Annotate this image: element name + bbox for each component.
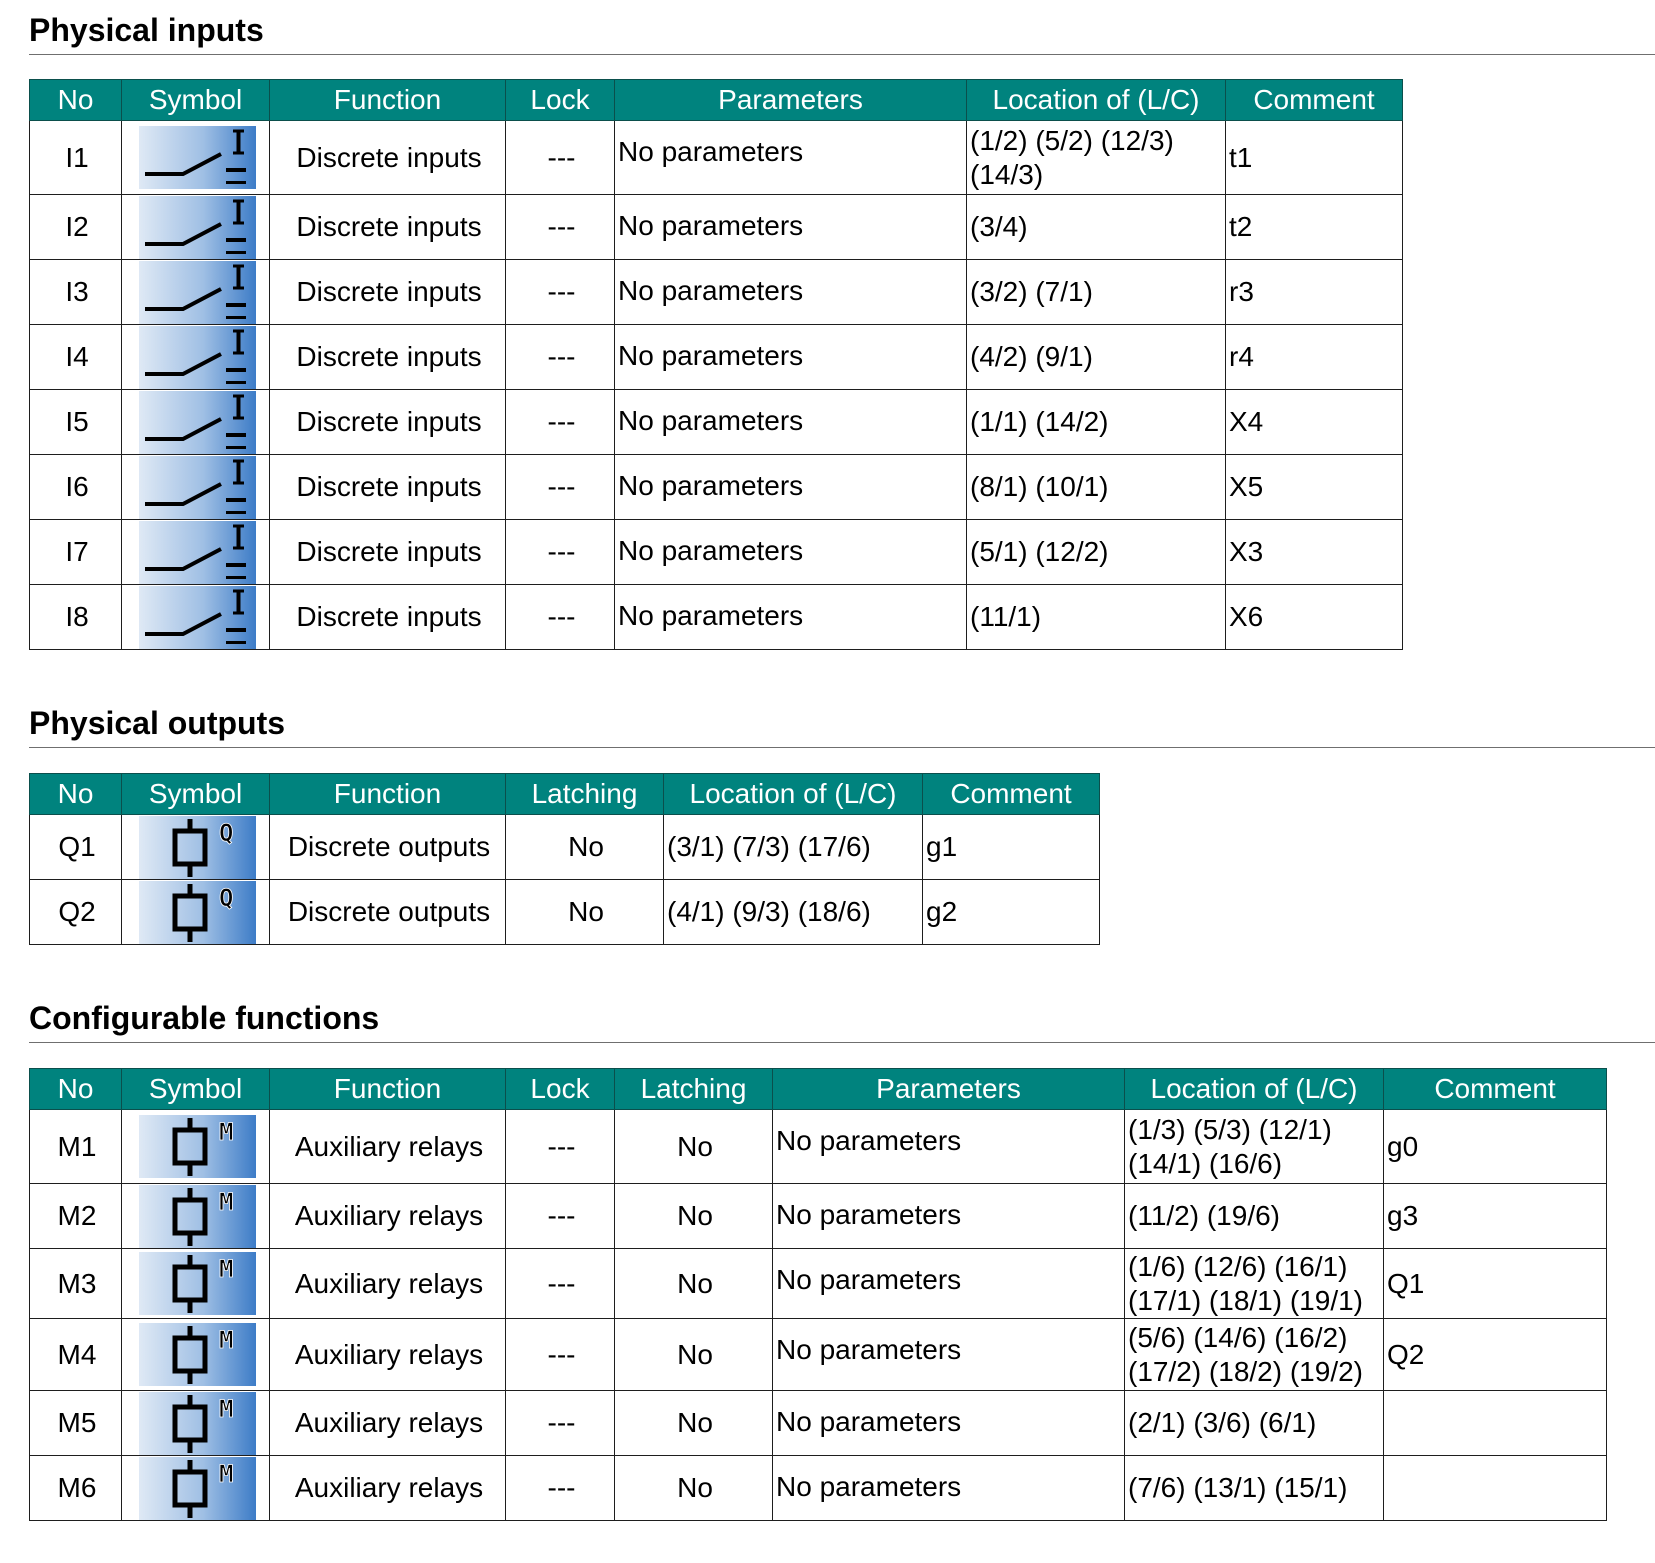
cell-location [967,585,1226,650]
cell-location [664,815,923,880]
cell-symbol [122,520,270,585]
functions-header-row [30,1069,1607,1110]
cell-lock: --- [506,585,615,650]
discrete-input-icon [139,326,256,389]
cell-comment: g1 [923,815,1100,880]
table-row [30,260,1403,325]
table-row [30,121,1403,195]
cell-comment: g0 [1384,1110,1607,1184]
discrete-input-icon [139,261,256,324]
header-location: Location of (L/C) [1125,1069,1384,1110]
location-line: (17/2) (18/2) (19/2) [1128,1355,1363,1387]
cell-lock: --- [506,1319,615,1391]
header-no: No [30,1069,122,1110]
cell-no: Q2 [30,880,122,945]
cell-symbol [122,390,270,455]
location-line: (8/1) (10/1) [970,471,1109,502]
location-line: (5/6) (14/6) (16/2) [1128,1321,1348,1353]
cell-parameters: No parameters [615,455,967,520]
location-line: (3/2) (7/1) [970,276,1093,307]
table-row [30,1391,1607,1456]
cell-lock: --- [506,260,615,325]
cell-parameters: No parameters [773,1110,1125,1184]
location-line: (11/1) [970,601,1042,632]
cell-no: I4 [30,325,122,390]
cell-symbol [122,815,270,880]
symbol-letter: M [218,1118,233,1146]
discrete-input-icon [139,586,256,649]
cell-no: M3 [30,1249,122,1319]
cell-no: M4 [30,1319,122,1391]
cell-parameters: No parameters [773,1391,1125,1456]
section-title-functions: Configurable functions [29,994,1655,1043]
discrete-output-coil-icon [139,816,256,879]
cell-comment: X3 [1226,520,1403,585]
cell-symbol [122,1184,270,1249]
cell-comment: r3 [1226,260,1403,325]
auxiliary-relay-coil-icon [139,1252,256,1315]
discrete-output-coil-icon [139,881,256,944]
symbol-letter: M [218,1459,233,1488]
header-latching: Latching [615,1069,773,1110]
cell-symbol [122,1456,270,1521]
cell-no: I5 [30,390,122,455]
cell-location [967,260,1226,325]
inputs-header-row [30,80,1403,121]
cell-comment: X6 [1226,585,1403,650]
cell-comment: X5 [1226,455,1403,520]
cell-symbol [122,455,270,520]
cell-function: Discrete inputs [270,585,506,650]
location-line: (3/1) (7/3) (17/6) [667,831,871,862]
cell-location [1125,1391,1384,1456]
cell-function: Discrete inputs [270,390,506,455]
section-physical-inputs [29,6,1655,632]
cell-location [1125,1249,1384,1319]
cell-function: Auxiliary relays [270,1391,506,1456]
cell-location [1125,1110,1384,1184]
location-line: (14/1) (16/6) [1128,1147,1283,1179]
discrete-input-icon [139,196,256,259]
table-row [30,880,1100,945]
cell-symbol [122,1319,270,1391]
discrete-input-icon [139,126,256,189]
cell-parameters: No parameters [615,585,967,650]
cell-parameters: No parameters [615,520,967,585]
cell-lock: --- [506,455,615,520]
cell-no: I7 [30,520,122,585]
cell-latching: No [615,1319,773,1391]
cell-lock: --- [506,1249,615,1319]
cell-comment [1384,1456,1607,1521]
cell-parameters: No parameters [773,1319,1125,1391]
cell-lock: --- [506,121,615,195]
cell-function: Discrete inputs [270,260,506,325]
cell-comment: Q2 [1384,1319,1607,1391]
location-line: (3/4) [970,211,1028,242]
cell-lock: --- [506,390,615,455]
header-function: Function [270,1069,506,1110]
header-parameters: Parameters [773,1069,1125,1110]
cell-latching: No [506,815,664,880]
cell-symbol [122,585,270,650]
cell-lock: --- [506,520,615,585]
auxiliary-relay-coil-icon [139,1457,256,1520]
cell-location [664,880,923,945]
location-line: (1/3) (5/3) (12/1) [1128,1113,1332,1145]
header-latching: Latching [506,774,664,815]
location-line: (2/1) (3/6) (6/1) [1128,1407,1317,1438]
cell-location [967,195,1226,260]
cell-function: Discrete inputs [270,520,506,585]
cell-parameters: No parameters [773,1184,1125,1249]
cell-comment: X4 [1226,390,1403,455]
table-row [30,1249,1607,1319]
table-row [30,1110,1607,1184]
section-title-outputs: Physical outputs [29,699,1655,748]
cell-function: Auxiliary relays [270,1319,506,1391]
table-row [30,390,1403,455]
cell-location [1125,1184,1384,1249]
discrete-input-icon [139,521,256,584]
functions-table [29,1068,1607,1521]
cell-comment: g3 [1384,1184,1607,1249]
cell-location [967,520,1226,585]
section-physical-outputs [29,699,1655,927]
cell-lock: --- [506,1184,615,1249]
header-symbol: Symbol [122,1069,270,1110]
outputs-header-row [30,774,1100,815]
table-row [30,585,1403,650]
cell-comment: t2 [1226,195,1403,260]
location-line: (1/1) (14/2) [970,406,1109,437]
cell-parameters: No parameters [615,195,967,260]
cell-comment: r4 [1226,325,1403,390]
cell-parameters: No parameters [615,325,967,390]
table-row [30,325,1403,390]
cell-symbol [122,260,270,325]
symbol-letter: M [218,1255,233,1283]
cell-symbol [122,880,270,945]
cell-location [967,390,1226,455]
header-symbol: Symbol [122,80,270,121]
cell-function: Auxiliary relays [270,1110,506,1184]
section-configurable-functions [29,994,1655,1503]
location-line: (1/6) (12/6) (16/1) [1128,1250,1348,1282]
cell-location [967,455,1226,520]
cell-function: Discrete inputs [270,325,506,390]
location-line: (5/1) (12/2) [970,536,1109,567]
cell-no: I1 [30,121,122,195]
cell-comment: Q1 [1384,1249,1607,1319]
cell-comment: t1 [1226,121,1403,195]
cell-lock: --- [506,1110,615,1184]
location-line: (4/2) (9/1) [970,341,1093,372]
location-line: (7/6) (13/1) (15/1) [1128,1472,1348,1503]
cell-no: M2 [30,1184,122,1249]
outputs-table [29,773,1100,945]
table-row [30,520,1403,585]
cell-symbol [122,121,270,195]
cell-function: Discrete outputs [270,815,506,880]
cell-lock: --- [506,195,615,260]
cell-symbol [122,325,270,390]
cell-function: Discrete outputs [270,880,506,945]
cell-no: I3 [30,260,122,325]
cell-function: Discrete inputs [270,121,506,195]
cell-no: M1 [30,1110,122,1184]
cell-function: Auxiliary relays [270,1456,506,1521]
cell-function: Auxiliary relays [270,1184,506,1249]
cell-symbol [122,1110,270,1184]
cell-latching: No [506,880,664,945]
location-line: (11/2) (19/6) [1128,1200,1280,1231]
cell-latching: No [615,1184,773,1249]
cell-symbol [122,195,270,260]
header-comment: Comment [1384,1069,1607,1110]
inputs-table [29,79,1403,650]
table-row [30,1319,1607,1391]
auxiliary-relay-coil-icon [139,1323,256,1386]
header-comment: Comment [1226,80,1403,121]
discrete-input-icon [139,456,256,519]
cell-latching: No [615,1249,773,1319]
header-function: Function [270,774,506,815]
cell-parameters: No parameters [615,260,967,325]
cell-no: I8 [30,585,122,650]
location-line: (14/3) [970,158,1044,190]
cell-location [967,325,1226,390]
table-row [30,1456,1607,1521]
cell-location [967,121,1226,195]
cell-lock: --- [506,325,615,390]
location-line: (17/1) (18/1) (19/1) [1128,1284,1363,1316]
header-parameters: Parameters [615,80,967,121]
cell-comment [1384,1391,1607,1456]
cell-symbol [122,1249,270,1319]
cell-no: I2 [30,195,122,260]
cell-no: M6 [30,1456,122,1521]
cell-no: I6 [30,455,122,520]
cell-parameters: No parameters [615,390,967,455]
symbol-letter: M [218,1187,233,1216]
table-row [30,195,1403,260]
location-line: (1/2) (5/2) (12/3) [970,124,1174,156]
cell-location [1125,1456,1384,1521]
cell-latching: No [615,1391,773,1456]
auxiliary-relay-coil-icon [139,1115,256,1178]
header-location: Location of (L/C) [664,774,923,815]
auxiliary-relay-coil-icon [139,1392,256,1455]
header-no: No [30,80,122,121]
header-function: Function [270,80,506,121]
auxiliary-relay-coil-icon [139,1185,256,1248]
table-row [30,455,1403,520]
cell-comment: g2 [923,880,1100,945]
symbol-letter: M [218,1394,233,1423]
cell-parameters: No parameters [773,1249,1125,1319]
cell-symbol [122,1391,270,1456]
header-symbol: Symbol [122,774,270,815]
cell-no: Q1 [30,815,122,880]
cell-parameters: No parameters [773,1456,1125,1521]
header-comment: Comment [923,774,1100,815]
cell-function: Auxiliary relays [270,1249,506,1319]
symbol-letter: Q [218,883,233,912]
table-row [30,1184,1607,1249]
cell-lock: --- [506,1391,615,1456]
header-location: Location of (L/C) [967,80,1226,121]
header-lock: Lock [506,1069,615,1110]
symbol-letter: M [218,1326,233,1354]
discrete-input-icon [139,391,256,454]
symbol-letter: Q [218,818,233,847]
cell-location [1125,1319,1384,1391]
cell-no: M5 [30,1391,122,1456]
cell-parameters: No parameters [615,121,967,195]
cell-latching: No [615,1110,773,1184]
cell-lock: --- [506,1456,615,1521]
table-row [30,815,1100,880]
location-line: (4/1) (9/3) (18/6) [667,896,871,927]
header-no: No [30,774,122,815]
cell-function: Discrete inputs [270,195,506,260]
cell-latching: No [615,1456,773,1521]
section-title-inputs: Physical inputs [29,6,1655,55]
header-lock: Lock [506,80,615,121]
cell-function: Discrete inputs [270,455,506,520]
